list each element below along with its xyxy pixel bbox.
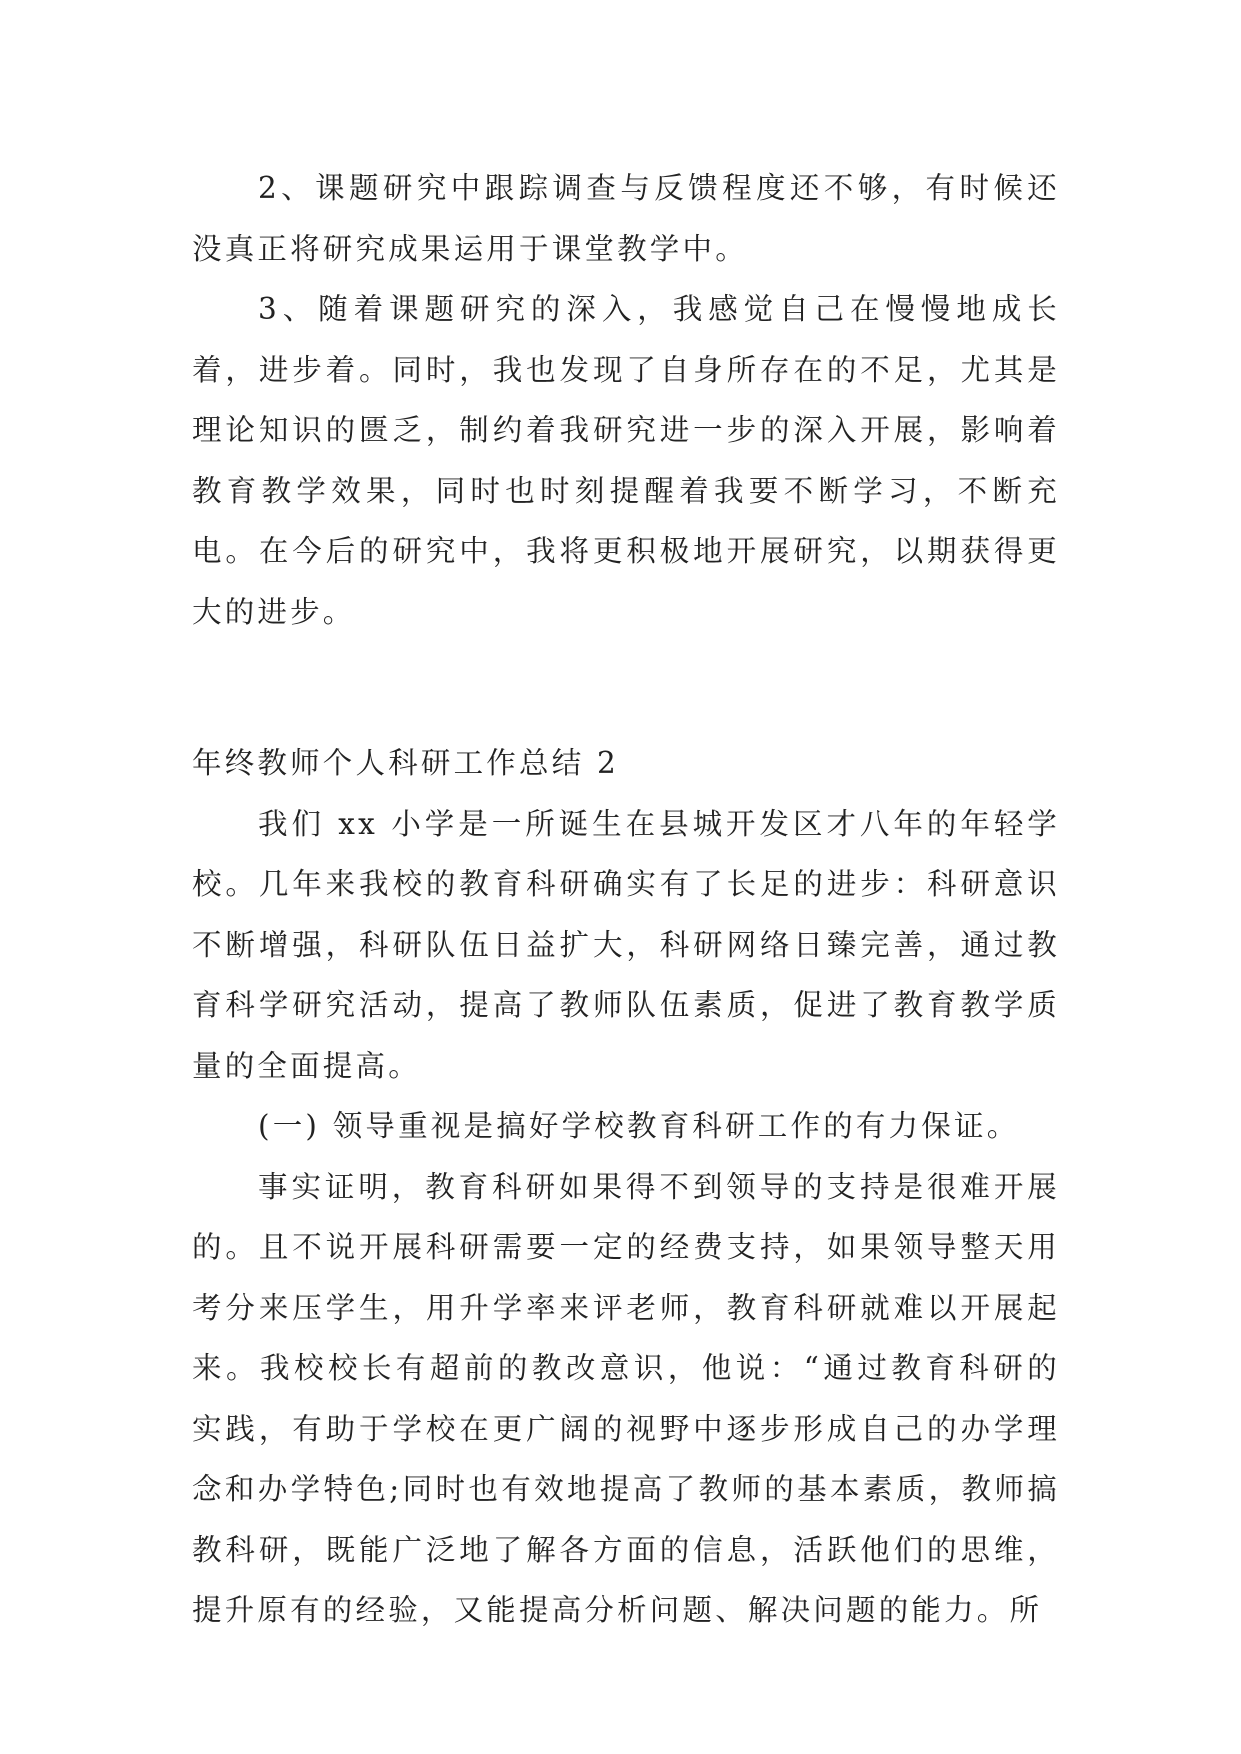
paragraph-school-intro: 我们 xx 小学是一所诞生在县城开发区才八年的年轻学校。几年来我校的教育科研确实有了长足的进步：科研意识不断增强，科研队伍日益扩大，科研网络日臻完善，通过教育科学研究活动，提高了教师队伍素质，促进了教育教学质量的全面提高。 [192,806,1060,1083]
section-title: 年终教师个人科研工作总结 2 [192,746,619,780]
paragraph-subheading-leadership: (一) 领导重视是搞好学校教育科研工作的有力保证。 [258,1109,1020,1143]
document-body [192,158,1060,1641]
paragraph-point-3: 3、随着课题研究的深入，我感觉自己在慢慢地成长着，进步着。同时，我也发现了自身所存在的不足，尤其是理论知识的匮乏，制约着我研究进一步的深入开展，影响着教育教学效果，同时也时刻提醒着我要不断学习，不断充电。在今后的研究中，我将更积极地开展研究，以期获得更大的进步。 [192,292,1060,629]
paragraph-point-2: 2、课题研究中跟踪调查与反馈程度还不够，有时候还没真正将研究成果运用于课堂教学中。 [192,171,1060,266]
paragraph-leadership-support: 事实证明，教育科研如果得不到领导的支持是很难开展的。且不说开展科研需要一定的经费支持，如果领导整天用考分来压学生，用升学率来评老师，教育科研就难以开展起来。我校校长有超前的教改意识，他说：“通过教育科研的实践，有助于学校在更广阔的视野中逐步形成自己的办学理念和办学特色;同时也有效地提高了教师的基本素质，教师搞教科研，既能广泛地了解各方面的信息，活跃他们的思维，提升原有的经验，又能提高分析问题、解决问题的能力。所 [192,1169,1060,1627]
